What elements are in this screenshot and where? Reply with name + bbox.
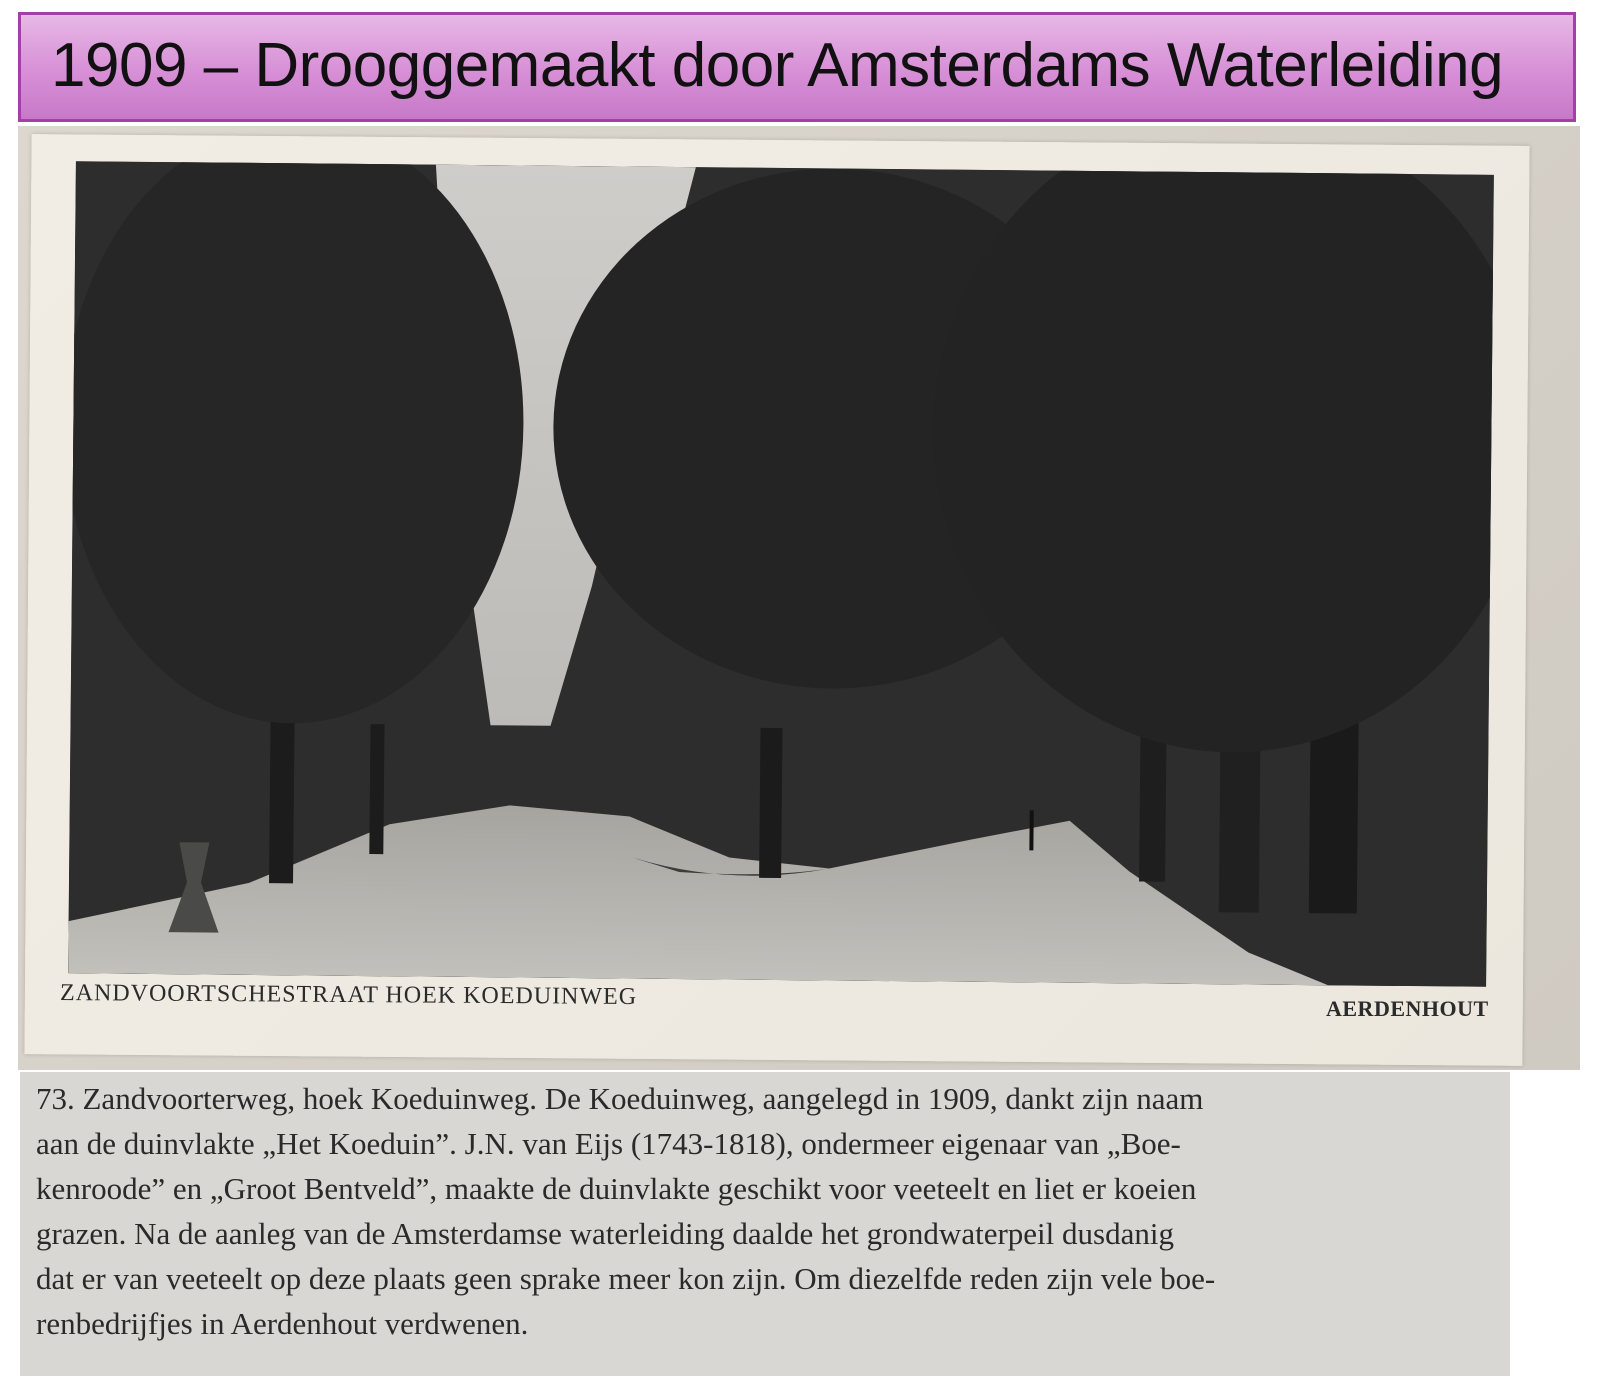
book-line: renbedrijfjes in Aerdenhout verdwenen.	[36, 1306, 529, 1341]
postcard-caption-left: ZANDVOORTSCHESTRAAT HOEK KOEDUINWEG	[59, 979, 638, 1011]
book-line: aan de duinvlakte „Het Koeduin”. J.N. van Eijs (1743-1818), ondermeer eigenaar van „Boe-	[36, 1126, 1181, 1161]
book-line: grazen. Na de aanleg van de Amsterdamse waterleiding daalde het grondwaterpeil dusdanig	[36, 1216, 1174, 1251]
book-line: kenroode” en „Groot Bentveld”, maakte de duinvlakte geschikt voor veeteelt en liet er koeien	[36, 1171, 1197, 1206]
historic-street-photo	[68, 161, 1494, 987]
page-title: 1909 – Drooggemaakt door Amsterdams Waterleiding	[51, 31, 1504, 100]
book-paragraph	[36, 1076, 1506, 1346]
street-scene-illustration	[68, 161, 1494, 987]
title-banner	[18, 12, 1576, 122]
book-line: 73. Zandvoorterweg, hoek Koeduinweg. De Koeduinweg, aangelegd in 1909, dankt zijn naam	[36, 1081, 1204, 1116]
book-line: dat er van veeteelt op deze plaats geen sprake meer kon zijn. Om diezelfde reden zijn vele boe-	[36, 1261, 1216, 1296]
postcard-caption-right: AERDENHOUT	[1326, 996, 1489, 1021]
